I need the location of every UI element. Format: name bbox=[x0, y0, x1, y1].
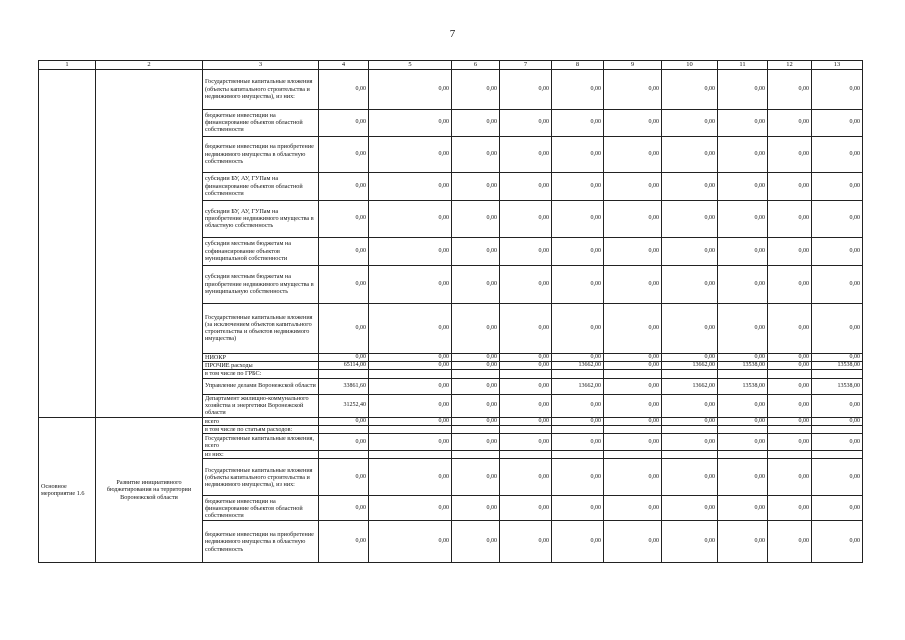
column-number: 1 bbox=[39, 61, 96, 70]
value-cell: 13662,00 bbox=[552, 361, 604, 369]
value-cell: 0,00 bbox=[812, 459, 863, 496]
expense-label: ПРОЧИЕ расходы bbox=[203, 361, 319, 369]
value-cell: 0,00 bbox=[718, 265, 768, 303]
expense-label: из них: bbox=[203, 451, 319, 459]
value-cell: 33861,60 bbox=[319, 378, 369, 394]
value-cell: 0,00 bbox=[452, 237, 500, 265]
value-cell: 0,00 bbox=[319, 303, 369, 353]
value-cell bbox=[768, 370, 812, 378]
page-number: 7 bbox=[449, 28, 456, 40]
value-cell: 0,00 bbox=[812, 200, 863, 237]
value-cell: 0,00 bbox=[452, 434, 500, 451]
value-cell: 0,00 bbox=[500, 434, 552, 451]
value-cell: 0,00 bbox=[604, 394, 662, 417]
value-cell: 0,00 bbox=[369, 69, 452, 109]
column-number: 4 bbox=[319, 61, 369, 70]
value-cell bbox=[452, 370, 500, 378]
value-cell: 13538,00 bbox=[812, 361, 863, 369]
value-cell: 0,00 bbox=[500, 69, 552, 109]
value-cell: 0,00 bbox=[552, 237, 604, 265]
value-cell: 0,00 bbox=[452, 109, 500, 136]
value-cell bbox=[452, 425, 500, 433]
value-cell bbox=[604, 370, 662, 378]
value-cell: 0,00 bbox=[604, 417, 662, 425]
value-cell: 0,00 bbox=[500, 417, 552, 425]
value-cell: 0,00 bbox=[604, 459, 662, 496]
value-cell: 0,00 bbox=[452, 172, 500, 200]
value-cell: 0,00 bbox=[552, 172, 604, 200]
value-cell: 0,00 bbox=[768, 394, 812, 417]
value-cell: 0,00 bbox=[319, 434, 369, 451]
event-code-cell bbox=[39, 69, 96, 417]
value-cell: 0,00 bbox=[768, 361, 812, 369]
expense-label: бюджетные инвестиции на финансирование объектов областной собственности bbox=[203, 109, 319, 136]
value-cell: 13662,00 bbox=[662, 361, 718, 369]
value-cell: 0,00 bbox=[768, 265, 812, 303]
value-cell: 13538,00 bbox=[718, 378, 768, 394]
expense-label: бюджетные инвестиции на финансирование объектов областной собственности bbox=[203, 496, 319, 521]
value-cell: 0,00 bbox=[768, 200, 812, 237]
value-cell: 0,00 bbox=[812, 172, 863, 200]
value-cell: 0,00 bbox=[768, 459, 812, 496]
value-cell: 0,00 bbox=[552, 459, 604, 496]
value-cell: 0,00 bbox=[768, 417, 812, 425]
value-cell: 0,00 bbox=[662, 136, 718, 172]
value-cell bbox=[604, 425, 662, 433]
value-cell: 0,00 bbox=[500, 136, 552, 172]
value-cell: 0,00 bbox=[452, 394, 500, 417]
column-number: 11 bbox=[718, 61, 768, 70]
value-cell: 0,00 bbox=[552, 265, 604, 303]
value-cell: 0,00 bbox=[552, 394, 604, 417]
value-cell: 0,00 bbox=[768, 69, 812, 109]
value-cell: 0,00 bbox=[604, 237, 662, 265]
value-cell: 0,00 bbox=[718, 69, 768, 109]
value-cell bbox=[369, 451, 452, 459]
value-cell: 13538,00 bbox=[718, 361, 768, 369]
event-code: Основное мероприятие 1.6 bbox=[39, 417, 96, 563]
value-cell: 31252,40 bbox=[319, 394, 369, 417]
value-cell bbox=[369, 425, 452, 433]
value-cell: 0,00 bbox=[718, 434, 768, 451]
value-cell: 0,00 bbox=[452, 361, 500, 369]
expense-label: Государственные капитальные вложения, всего bbox=[203, 434, 319, 451]
value-cell: 0,00 bbox=[500, 353, 552, 361]
value-cell bbox=[662, 451, 718, 459]
event-name-cell bbox=[96, 69, 203, 417]
value-cell: 0,00 bbox=[452, 200, 500, 237]
value-cell: 0,00 bbox=[662, 200, 718, 237]
value-cell: 0,00 bbox=[452, 303, 500, 353]
value-cell: 0,00 bbox=[768, 109, 812, 136]
value-cell bbox=[319, 370, 369, 378]
value-cell: 0,00 bbox=[369, 303, 452, 353]
value-cell: 0,00 bbox=[369, 237, 452, 265]
column-number: 2 bbox=[96, 61, 203, 70]
value-cell: 13662,00 bbox=[552, 378, 604, 394]
value-cell: 0,00 bbox=[500, 394, 552, 417]
value-cell bbox=[552, 451, 604, 459]
value-cell: 0,00 bbox=[718, 136, 768, 172]
table-row bbox=[39, 417, 863, 425]
value-cell: 0,00 bbox=[604, 136, 662, 172]
value-cell: 0,00 bbox=[812, 417, 863, 425]
value-cell: 0,00 bbox=[604, 69, 662, 109]
value-cell: 0,00 bbox=[369, 200, 452, 237]
value-cell: 0,00 bbox=[319, 237, 369, 265]
value-cell: 0,00 bbox=[552, 417, 604, 425]
value-cell: 0,00 bbox=[768, 172, 812, 200]
column-number: 3 bbox=[203, 61, 319, 70]
value-cell: 65114,00 bbox=[319, 361, 369, 369]
value-cell bbox=[718, 370, 768, 378]
table-row bbox=[39, 69, 863, 109]
value-cell: 0,00 bbox=[319, 265, 369, 303]
value-cell: 0,00 bbox=[452, 378, 500, 394]
expense-label: в том числе по статьям расходов: bbox=[203, 425, 319, 433]
value-cell: 0,00 bbox=[552, 69, 604, 109]
value-cell bbox=[768, 425, 812, 433]
value-cell: 0,00 bbox=[369, 394, 452, 417]
value-cell: 0,00 bbox=[319, 459, 369, 496]
value-cell: 0,00 bbox=[369, 496, 452, 521]
value-cell: 0,00 bbox=[768, 521, 812, 563]
value-cell: 0,00 bbox=[604, 303, 662, 353]
value-cell: 0,00 bbox=[662, 417, 718, 425]
value-cell: 0,00 bbox=[552, 200, 604, 237]
value-cell: 0,00 bbox=[718, 109, 768, 136]
value-cell: 0,00 bbox=[500, 303, 552, 353]
value-cell: 0,00 bbox=[319, 109, 369, 136]
value-cell: 0,00 bbox=[718, 459, 768, 496]
value-cell: 0,00 bbox=[500, 109, 552, 136]
value-cell: 0,00 bbox=[319, 417, 369, 425]
value-cell: 0,00 bbox=[452, 521, 500, 563]
value-cell: 0,00 bbox=[662, 394, 718, 417]
value-cell: 0,00 bbox=[604, 378, 662, 394]
value-cell: 13538,00 bbox=[812, 378, 863, 394]
event-name: Развитие инициативного бюджетирования на территории Воронежской области bbox=[96, 417, 203, 563]
expense-label: Государственные капитальные вложения (за исключением объектов капитального строительства и объектов недвижимого имущества) bbox=[203, 303, 319, 353]
value-cell bbox=[500, 451, 552, 459]
value-cell: 0,00 bbox=[369, 521, 452, 563]
value-cell: 0,00 bbox=[369, 136, 452, 172]
expense-label: субсидии местным бюджетам на софинансирование объектов муниципальной собственности bbox=[203, 237, 319, 265]
expense-label: субсидии БУ, АУ, ГУПам на финансирование объектов областной собственности bbox=[203, 172, 319, 200]
value-cell: 0,00 bbox=[452, 496, 500, 521]
value-cell: 0,00 bbox=[369, 172, 452, 200]
value-cell: 0,00 bbox=[604, 496, 662, 521]
value-cell: 0,00 bbox=[319, 353, 369, 361]
value-cell bbox=[718, 425, 768, 433]
value-cell: 0,00 bbox=[452, 136, 500, 172]
value-cell: 0,00 bbox=[369, 353, 452, 361]
value-cell: 0,00 bbox=[319, 496, 369, 521]
value-cell: 0,00 bbox=[768, 434, 812, 451]
column-number: 7 bbox=[500, 61, 552, 70]
value-cell: 0,00 bbox=[604, 434, 662, 451]
value-cell: 0,00 bbox=[369, 378, 452, 394]
value-cell: 0,00 bbox=[812, 303, 863, 353]
value-cell: 0,00 bbox=[452, 69, 500, 109]
column-number: 13 bbox=[812, 61, 863, 70]
value-cell: 0,00 bbox=[500, 361, 552, 369]
value-cell: 0,00 bbox=[500, 172, 552, 200]
value-cell bbox=[812, 370, 863, 378]
value-cell bbox=[812, 425, 863, 433]
expense-label: субсидии БУ, АУ, ГУПам на приобретение недвижимого имущества в областную собственность bbox=[203, 200, 319, 237]
value-cell: 0,00 bbox=[552, 353, 604, 361]
column-number: 10 bbox=[662, 61, 718, 70]
value-cell: 0,00 bbox=[768, 378, 812, 394]
value-cell: 0,00 bbox=[604, 109, 662, 136]
value-cell: 0,00 bbox=[812, 265, 863, 303]
value-cell: 0,00 bbox=[718, 496, 768, 521]
value-cell bbox=[812, 451, 863, 459]
value-cell bbox=[500, 425, 552, 433]
value-cell: 0,00 bbox=[768, 136, 812, 172]
value-cell: 0,00 bbox=[812, 69, 863, 109]
value-cell: 0,00 bbox=[500, 265, 552, 303]
value-cell: 0,00 bbox=[662, 434, 718, 451]
value-cell bbox=[319, 425, 369, 433]
value-cell: 0,00 bbox=[662, 521, 718, 563]
value-cell bbox=[718, 451, 768, 459]
value-cell: 0,00 bbox=[552, 109, 604, 136]
expense-label: Управление делами Воронежской области bbox=[203, 378, 319, 394]
value-cell bbox=[552, 425, 604, 433]
value-cell: 0,00 bbox=[552, 303, 604, 353]
value-cell: 0,00 bbox=[718, 172, 768, 200]
value-cell bbox=[452, 451, 500, 459]
value-cell: 0,00 bbox=[768, 303, 812, 353]
value-cell: 0,00 bbox=[768, 496, 812, 521]
value-cell: 0,00 bbox=[604, 521, 662, 563]
value-cell: 0,00 bbox=[369, 109, 452, 136]
value-cell: 0,00 bbox=[812, 434, 863, 451]
value-cell: 0,00 bbox=[369, 417, 452, 425]
value-cell: 0,00 bbox=[718, 200, 768, 237]
value-cell: 0,00 bbox=[768, 353, 812, 361]
column-number: 6 bbox=[452, 61, 500, 70]
value-cell: 0,00 bbox=[812, 521, 863, 563]
value-cell: 0,00 bbox=[369, 265, 452, 303]
value-cell: 0,00 bbox=[552, 496, 604, 521]
expense-label: бюджетные инвестиции на приобретение недвижимого имущества в областную собственность bbox=[203, 136, 319, 172]
value-cell: 0,00 bbox=[604, 265, 662, 303]
value-cell: 0,00 bbox=[718, 237, 768, 265]
value-cell bbox=[662, 425, 718, 433]
value-cell: 0,00 bbox=[812, 136, 863, 172]
column-number: 5 bbox=[369, 61, 452, 70]
value-cell: 0,00 bbox=[552, 434, 604, 451]
expense-label: НИОКР bbox=[203, 353, 319, 361]
value-cell: 0,00 bbox=[662, 459, 718, 496]
value-cell: 0,00 bbox=[662, 69, 718, 109]
value-cell: 0,00 bbox=[500, 378, 552, 394]
value-cell: 0,00 bbox=[552, 521, 604, 563]
value-cell: 0,00 bbox=[500, 521, 552, 563]
value-cell: 0,00 bbox=[662, 237, 718, 265]
value-cell: 0,00 bbox=[718, 353, 768, 361]
value-cell: 0,00 bbox=[369, 361, 452, 369]
value-cell: 0,00 bbox=[500, 459, 552, 496]
expense-label: всего bbox=[203, 417, 319, 425]
value-cell: 0,00 bbox=[662, 265, 718, 303]
column-number: 9 bbox=[604, 61, 662, 70]
value-cell bbox=[768, 451, 812, 459]
value-cell: 0,00 bbox=[452, 459, 500, 496]
value-cell: 0,00 bbox=[452, 265, 500, 303]
value-cell: 0,00 bbox=[812, 353, 863, 361]
value-cell: 0,00 bbox=[812, 237, 863, 265]
value-cell: 0,00 bbox=[718, 521, 768, 563]
value-cell: 0,00 bbox=[604, 200, 662, 237]
expense-label: в том числе по ГРБС: bbox=[203, 370, 319, 378]
value-cell: 0,00 bbox=[319, 172, 369, 200]
value-cell bbox=[369, 370, 452, 378]
value-cell: 0,00 bbox=[500, 496, 552, 521]
value-cell: 0,00 bbox=[812, 496, 863, 521]
column-number: 8 bbox=[552, 61, 604, 70]
value-cell: 0,00 bbox=[604, 353, 662, 361]
value-cell: 0,00 bbox=[604, 172, 662, 200]
value-cell: 13662,00 bbox=[662, 378, 718, 394]
value-cell: 0,00 bbox=[319, 200, 369, 237]
value-cell: 0,00 bbox=[500, 200, 552, 237]
header-row bbox=[39, 61, 863, 70]
value-cell bbox=[500, 370, 552, 378]
value-cell: 0,00 bbox=[452, 353, 500, 361]
value-cell: 0,00 bbox=[718, 303, 768, 353]
value-cell: 0,00 bbox=[319, 136, 369, 172]
expense-label: субсидии местным бюджетам на приобретение недвижимого имущества в муниципальную собственность bbox=[203, 265, 319, 303]
value-cell bbox=[662, 370, 718, 378]
value-cell: 0,00 bbox=[662, 353, 718, 361]
value-cell: 0,00 bbox=[369, 434, 452, 451]
value-cell: 0,00 bbox=[718, 417, 768, 425]
column-number: 12 bbox=[768, 61, 812, 70]
value-cell: 0,00 bbox=[662, 496, 718, 521]
value-cell: 0,00 bbox=[812, 109, 863, 136]
value-cell: 0,00 bbox=[500, 237, 552, 265]
value-cell: 0,00 bbox=[369, 459, 452, 496]
value-cell: 0,00 bbox=[812, 394, 863, 417]
value-cell bbox=[604, 451, 662, 459]
value-cell: 0,00 bbox=[319, 521, 369, 563]
value-cell bbox=[552, 370, 604, 378]
expense-label: Государственные капитальные вложения (объекты капитального строительства и недвижимого имущества), из них: bbox=[203, 459, 319, 496]
value-cell: 0,00 bbox=[662, 109, 718, 136]
expense-label: Департамент жилищно-коммунального хозяйства и энергетики Воронежской области bbox=[203, 394, 319, 417]
value-cell bbox=[319, 451, 369, 459]
value-cell: 0,00 bbox=[662, 172, 718, 200]
value-cell: 0,00 bbox=[768, 237, 812, 265]
value-cell: 0,00 bbox=[662, 303, 718, 353]
value-cell: 0,00 bbox=[319, 69, 369, 109]
value-cell: 0,00 bbox=[718, 394, 768, 417]
value-cell: 0,00 bbox=[452, 417, 500, 425]
value-cell: 0,00 bbox=[552, 136, 604, 172]
value-cell: 0,00 bbox=[604, 361, 662, 369]
expense-label: Государственные капитальные вложения (объекты капитального строительства и недвижимого имущества), из них: bbox=[203, 69, 319, 109]
budget-table bbox=[38, 60, 863, 563]
expense-label: бюджетные инвестиции на приобретение недвижимого имущества в областную собственность bbox=[203, 521, 319, 563]
